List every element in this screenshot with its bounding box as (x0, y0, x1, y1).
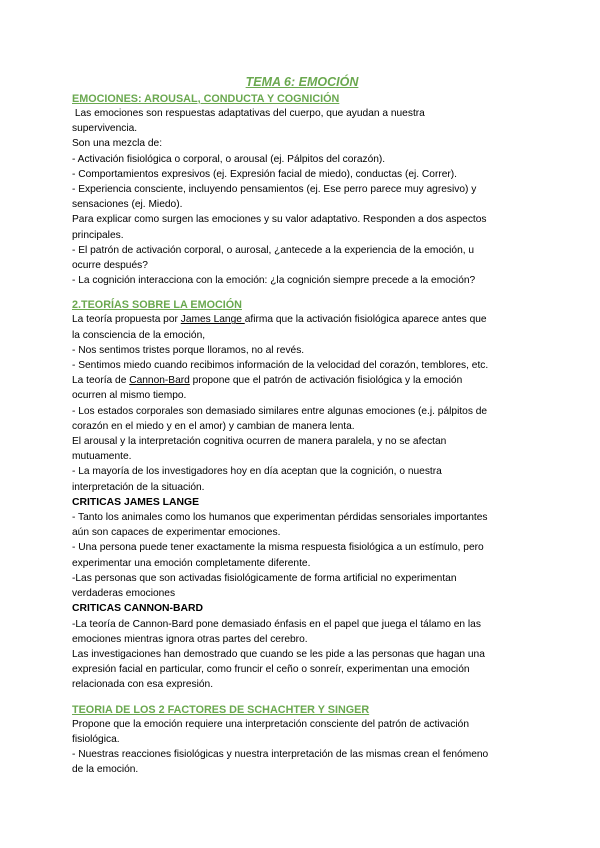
text-line (72, 312, 532, 327)
text-line: interpretación de la situación. (72, 481, 205, 493)
text-line: corazón en el miedo y en el amor) y cambian de manera lenta. (72, 420, 355, 432)
subheading-criticas-cannon-bard: CRITICAS CANNON-BARD (72, 603, 204, 615)
text-line: - Tanto los animales como los humanos que experimentan pérdidas sensoriales importantes (72, 512, 488, 524)
section-schachter-singer-body (72, 717, 532, 778)
subheading-criticas-james-lange: CRITICAS JAMES LANGE (72, 496, 200, 508)
text-line: emociones mientras ignora otras partes del cerebro. (72, 633, 308, 645)
section-teorias-body (72, 312, 532, 692)
cannon-bard-link[interactable]: Cannon-Bard (129, 375, 190, 387)
text-line: - La mayoría de los investigadores hoy en día aceptan que la cognición, o nuestra (72, 466, 442, 478)
text-line: de la emoción. (72, 764, 139, 776)
text-line: relacionada con esa expresión. (72, 679, 214, 691)
text-line: experimentar una emoción completamente diferente. (72, 557, 311, 569)
text-fragment: propone que el patrón de activación fisiológica y la emoción (189, 375, 463, 387)
text-line: - Nuestras reacciones fisiológicas y nuestra interpretación de las mismas crean el fenómeno (72, 748, 489, 760)
section-heading-emociones: EMOCIONES: AROUSAL, CONDUCTA Y COGNICIÓN (72, 93, 340, 105)
text-line: - Comportamientos expresivos (ej. Expresión facial de miedo), conductas (ej. Correr). (72, 168, 458, 180)
section-heading-teorias: 2.TEORÍAS SOBRE LA EMOCIÓN (72, 299, 242, 312)
text-line: - Activación fisiológica o corporal, o arousal (ej. Pálpitos del corazón). (72, 153, 386, 165)
text-line: sensaciones (ej. Miedo). (72, 199, 183, 211)
text-line: verdaderas emociones (72, 588, 176, 600)
text-line: principales. (72, 229, 124, 241)
section-heading-schachter-singer: TEORIA DE LOS 2 FACTORES DE SCHACHTER Y SINGER (72, 703, 370, 716)
text-fragment: afirma que la activación fisiológica aparece antes que (244, 314, 487, 326)
text-line: - Los estados corporales son demasiado similares entre algunas emociones (e.j. pálpitos de (72, 405, 488, 417)
text-fragment: La teoría de (72, 375, 130, 387)
text-line: aún son capaces de experimentar emociones. (72, 527, 281, 539)
text-line: - Nos sentimos tristes porque lloramos, no al revés. (72, 344, 305, 356)
text-line: Las emociones son respuestas adaptativas del cuerpo, que ayudan a nuestra (72, 108, 425, 119)
text-line: -La teoría de Cannon-Bard pone demasiado énfasis en el papel que juega el tálamo en las (72, 618, 481, 630)
text-line: - Experiencia consciente, incluyendo pensamientos (ej. Ese perro parece muy agresivo) y (72, 184, 477, 196)
text-line: ocurren al mismo tiempo. (72, 390, 187, 402)
text-line: El arousal y la interpretación cognitiva ocurren de manera paralela, y no se afectan (72, 436, 447, 448)
text-line: Son una mezcla de: (72, 138, 163, 150)
text-line: -Las personas que son activadas fisiológicamente de forma artificial no experimentan (72, 572, 457, 584)
text-line: - Sentimos miedo cuando recibimos información de la velocidad del corazón, temblores, etc. (72, 360, 489, 372)
text-line: ocurre después? (72, 260, 148, 272)
text-line: - Una persona puede tener exactamente la misma respuesta fisiológica a un estímulo, pero (72, 542, 484, 554)
text-line: supervivencia. (72, 123, 138, 135)
section-emociones-body (72, 106, 532, 288)
text-line: - La cognición interacciona con la emoción: ¿la cognición siempre precede a la emoción? (72, 275, 476, 287)
text-line: Las investigaciones han demostrado que cuando se les pide a las personas que hagan una (72, 648, 485, 660)
james-lange-link[interactable]: James Lange (180, 314, 245, 326)
text-fragment: La teoría propuesta por (72, 314, 181, 326)
text-line (72, 373, 532, 388)
text-line: la consciencia de la emoción, (72, 329, 206, 341)
text-line: Para explicar como surgen las emociones y su valor adaptativo. Responden a dos aspectos (72, 214, 487, 226)
text-line: expresión facial en particular, como fruncir el ceño o sonreír, experimentan una emoción (72, 664, 470, 676)
text-line: mutuamente. (72, 451, 132, 463)
text-line: - El patrón de activación corporal, o aurosal, ¿antecede a la experiencia de la emoción, u (72, 244, 475, 256)
document-page (72, 74, 532, 777)
text-line: Propone que la emoción requiere una interpretación consciente del patrón de activación (72, 718, 470, 730)
page-title: TEMA 6: EMOCIÓN (245, 75, 359, 89)
text-line: fisiológica. (72, 733, 120, 745)
